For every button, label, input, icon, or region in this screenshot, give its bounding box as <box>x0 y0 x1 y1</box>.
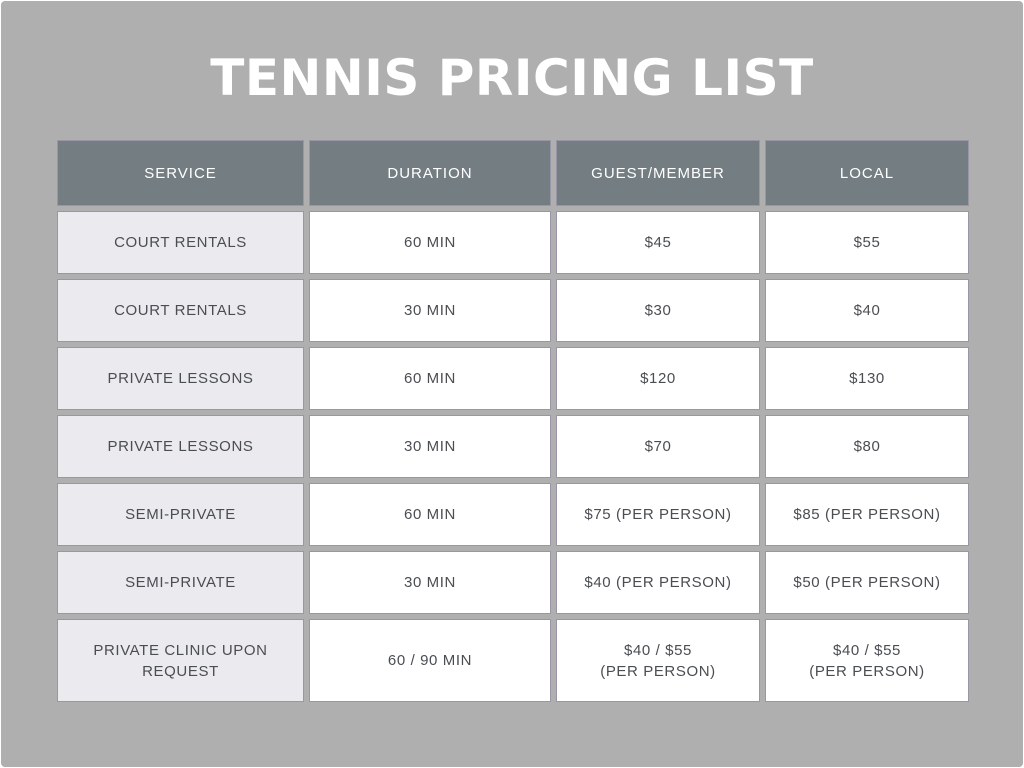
local-price-cell: $85 (PER PERSON) <box>765 483 969 546</box>
duration-cell: 30 MIN <box>309 279 551 342</box>
guest-member-price-cell: $45 <box>556 211 760 274</box>
duration-cell: 60 MIN <box>309 483 551 546</box>
local-price-cell: $80 <box>765 415 969 478</box>
service-cell: PRIVATE LESSONS <box>57 415 304 478</box>
duration-cell: 30 MIN <box>309 415 551 478</box>
service-cell: COURT RENTALS <box>57 279 304 342</box>
guest-member-price-cell: $75 (PER PERSON) <box>556 483 760 546</box>
header-local: LOCAL <box>765 140 969 206</box>
service-cell: SEMI-PRIVATE <box>57 483 304 546</box>
local-price-cell: $130 <box>765 347 969 410</box>
pricing-page <box>1 1 1023 767</box>
page-title: TENNIS PRICING LIST <box>210 49 814 107</box>
guest-member-price-cell: $30 <box>556 279 760 342</box>
local-price-cell: $55 <box>765 211 969 274</box>
header-guest-member: GUEST/MEMBER <box>556 140 760 206</box>
duration-cell: 60 / 90 MIN <box>309 619 551 702</box>
guest-member-price-cell: $70 <box>556 415 760 478</box>
pricing-table <box>57 140 969 702</box>
duration-cell: 30 MIN <box>309 551 551 614</box>
service-cell: PRIVATE LESSONS <box>57 347 304 410</box>
guest-member-price-cell: $40 (PER PERSON) <box>556 551 760 614</box>
header-duration: DURATION <box>309 140 551 206</box>
duration-cell: 60 MIN <box>309 347 551 410</box>
guest-member-price-cell: $40 / $55 (PER PERSON) <box>556 619 760 702</box>
local-price-cell: $40 / $55 (PER PERSON) <box>765 619 969 702</box>
duration-cell: 60 MIN <box>309 211 551 274</box>
local-price-cell: $50 (PER PERSON) <box>765 551 969 614</box>
header-service: SERVICE <box>57 140 304 206</box>
guest-member-price-cell: $120 <box>556 347 760 410</box>
service-cell: COURT RENTALS <box>57 211 304 274</box>
service-cell: SEMI-PRIVATE <box>57 551 304 614</box>
service-cell: PRIVATE CLINIC UPON REQUEST <box>57 619 304 702</box>
local-price-cell: $40 <box>765 279 969 342</box>
